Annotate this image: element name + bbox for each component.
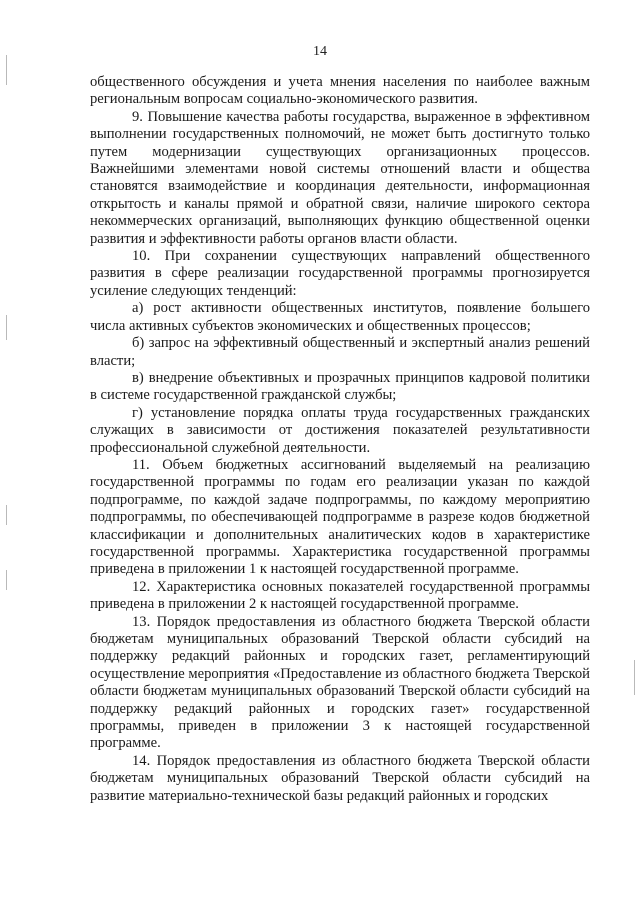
paragraph: 11. Объем бюджетных ассигнований выделяемый на реализацию государственной программы по годам его реализации указан по каждой подпрограмме, по каждой задаче подпрограммы, по каждому мероприятию подпрограммы, по обеспечивающей подпрограмме в разрезе кодов бюджетной классификации и дополнительных аналитических кодов в характеристике государственной программы. Характеристика государственной программы приведена в приложении 1 к настоящей государственной программе. xyxy=(90,456,590,578)
paragraph: 14. Порядок предоставления из областного бюджета Тверской области бюджетам муниципальных образований Тверской области субсидий на развитие материально-технической базы редакций районных и городских xyxy=(90,752,590,804)
paragraph: 9. Повышение качества работы государства, выраженное в эффективном выполнении государственных полномочий, не может быть достигнуто только путем модернизации существующих организационных процессов. Важнейшими элементами новой системы отношений власти и общества становятся взаимодействие и координация деятельности, информационная открытость и каналы прямой и обратной связи, наличие широкого сектора некоммерческих организаций, выполняющих функцию общественной оценки развития и эффективности работы органов власти области. xyxy=(90,108,590,247)
left-margin-mark xyxy=(6,570,7,590)
paragraph: 12. Характеристика основных показателей государственной программы приведена в приложении 2 к настоящей государственной программе. xyxy=(90,578,590,613)
list-item: б) запрос на эффективный общественный и экспертный анализ решений власти; xyxy=(90,335,590,369)
list-item: а) рост активности общественных институтов, появление большего числа активных субъектов экономических и общественных процессов; xyxy=(90,300,590,334)
paragraph: общественного обсуждения и учета мнения населения по наиболее важным региональным вопросам социально-экономического развития. xyxy=(90,74,590,108)
list-item: г) установление порядка оплаты труда государственных гражданских служащих в зависимости от достижения показателей результативности профессиональной служебной деятельности. xyxy=(90,404,590,456)
body-text xyxy=(90,74,590,805)
left-margin-mark xyxy=(6,505,7,525)
list-item: в) внедрение объективных и прозрачных принципов кадровой политики в системе государственной гражданской службы; xyxy=(90,369,590,404)
left-margin-mark xyxy=(6,315,7,340)
page-number: 14 xyxy=(313,44,327,59)
paragraph: 13. Порядок предоставления из областного бюджета Тверской области бюджетам муниципальных образований Тверской области субсидий на поддержку редакций районных и городских газет, регламентирующий осуществление мероприятия «Предоставление из областного бюджета Тверской области бюджетам муниципальных образований Тверской области субсидий на поддержку редакций районных и городских газет» государственной программы, приведен в приложении 3 к настоящей государственной программе. xyxy=(90,613,590,752)
right-margin-mark xyxy=(634,660,635,695)
left-margin-mark xyxy=(6,55,7,85)
paragraph: 10. При сохранении существующих направлений общественного развития в сфере реализации государственной программы прогнозируется усиление следующих тенденций: xyxy=(90,248,590,299)
